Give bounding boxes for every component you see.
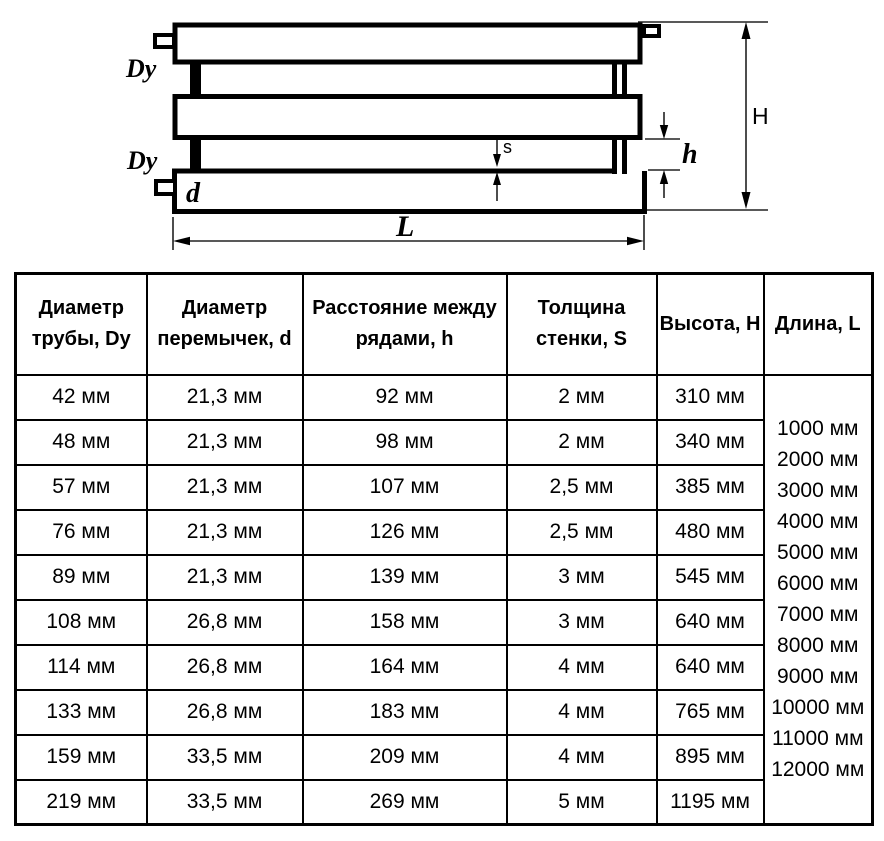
table-cell: 26,8 мм [147, 645, 303, 690]
stub-top-left [155, 35, 174, 47]
table-cell: 98 мм [303, 420, 507, 465]
table-cell: 42 мм [16, 375, 147, 420]
table-cell: 545 мм [657, 555, 764, 600]
col-header-wall-thickness: Толщина стенки, S [507, 274, 657, 375]
table-cell: 33,5 мм [147, 780, 303, 825]
table-cell: 107 мм [303, 465, 507, 510]
jumper-right-top [612, 61, 627, 97]
table-cell: 21,3 мм [147, 465, 303, 510]
table-cell: 480 мм [657, 510, 764, 555]
label-Dy-bottom: Dy [127, 146, 158, 175]
col-header-length: Длина, L [764, 274, 873, 375]
stub-bottom-left [156, 181, 175, 194]
table-row [16, 645, 873, 690]
length-option: 4000 мм [777, 510, 859, 534]
table-cell: 209 мм [303, 735, 507, 780]
label-d: d [186, 178, 200, 209]
table-cell: 26,8 мм [147, 600, 303, 645]
length-option: 6000 мм [777, 572, 859, 596]
length-options-cell [764, 375, 873, 825]
jumper-left-top [190, 60, 201, 98]
table-cell: 765 мм [657, 690, 764, 735]
col-header-height: Высота, H [657, 274, 764, 375]
table-cell: 57 мм [16, 465, 147, 510]
length-option: 9000 мм [777, 665, 859, 689]
label-L: L [396, 210, 415, 243]
dim-H-extension-lines [638, 22, 768, 210]
table-cell: 219 мм [16, 780, 147, 825]
table-row [16, 510, 873, 555]
table-cell: 108 мм [16, 600, 147, 645]
table-cell: 2,5 мм [507, 465, 657, 510]
dim-H [742, 22, 751, 209]
length-option: 1000 мм [777, 417, 859, 441]
table-cell: 21,3 мм [147, 555, 303, 600]
header-row [16, 274, 873, 375]
table-cell: 48 мм [16, 420, 147, 465]
table-cell: 3 мм [507, 555, 657, 600]
table-cell: 158 мм [303, 600, 507, 645]
pipe-row-2 [175, 97, 640, 138]
stub-top-right [644, 26, 659, 36]
table-cell: 76 мм [16, 510, 147, 555]
table-row [16, 465, 873, 510]
table-cell: 21,3 мм [147, 375, 303, 420]
length-option: 10000 мм [771, 696, 865, 720]
length-option: 12000 мм [771, 758, 865, 782]
table-cell: 21,3 мм [147, 510, 303, 555]
jumper-left-bottom [190, 135, 201, 173]
table-row [16, 555, 873, 600]
table-cell: 183 мм [303, 690, 507, 735]
table-cell: 2 мм [507, 375, 657, 420]
table-cell: 340 мм [657, 420, 764, 465]
table-cell: 33,5 мм [147, 735, 303, 780]
table-cell: 133 мм [16, 690, 147, 735]
table-cell: 310 мм [657, 375, 764, 420]
table-row [16, 735, 873, 780]
table-cell: 139 мм [303, 555, 507, 600]
table-cell: 114 мм [16, 645, 147, 690]
table-cell: 1195 мм [657, 780, 764, 825]
table-cell: 5 мм [507, 780, 657, 825]
table-cell: 26,8 мм [147, 690, 303, 735]
table-row [16, 600, 873, 645]
table-row [16, 420, 873, 465]
length-option: 3000 мм [777, 479, 859, 503]
table-cell: 92 мм [303, 375, 507, 420]
table-cell: 21,3 мм [147, 420, 303, 465]
table-cell: 159 мм [16, 735, 147, 780]
table-cell: 895 мм [657, 735, 764, 780]
table-cell: 3 мм [507, 600, 657, 645]
table-cell: 640 мм [657, 645, 764, 690]
table-cell: 4 мм [507, 690, 657, 735]
spec-table [14, 272, 874, 826]
table-cell: 4 мм [507, 735, 657, 780]
table-row [16, 690, 873, 735]
col-header-row-spacing: Расстояние между рядами, h [303, 274, 507, 375]
label-h: h [682, 139, 698, 170]
pipe-row-1 [175, 25, 640, 62]
table-row [16, 375, 873, 420]
table-row [16, 780, 873, 825]
length-option: 2000 мм [777, 448, 859, 472]
table-cell: 126 мм [303, 510, 507, 555]
label-H: H [752, 103, 769, 129]
table-cell: 164 мм [303, 645, 507, 690]
length-option: 5000 мм [777, 541, 859, 565]
col-header-jumper-diameter: Диаметр перемычек, d [147, 274, 303, 375]
table-cell: 89 мм [16, 555, 147, 600]
table-cell: 640 мм [657, 600, 764, 645]
length-option: 11000 мм [771, 727, 864, 751]
col-header-pipe-diameter: Диаметр трубы, Dy [16, 274, 147, 375]
table-cell: 269 мм [303, 780, 507, 825]
label-Dy-top: Dy [126, 54, 157, 83]
pipe-register-diagram [0, 0, 884, 272]
table-cell: 385 мм [657, 465, 764, 510]
table-cell: 2,5 мм [507, 510, 657, 555]
table-cell: 2 мм [507, 420, 657, 465]
pipe-row-3 [173, 169, 647, 214]
dim-h [645, 112, 680, 198]
length-options-list [765, 413, 872, 785]
table-cell: 4 мм [507, 645, 657, 690]
label-s: s [503, 137, 512, 157]
length-option: 7000 мм [777, 603, 859, 627]
register-drawing-svg [0, 0, 884, 272]
jumper-right-bottom [612, 136, 627, 174]
length-option: 8000 мм [777, 634, 859, 658]
